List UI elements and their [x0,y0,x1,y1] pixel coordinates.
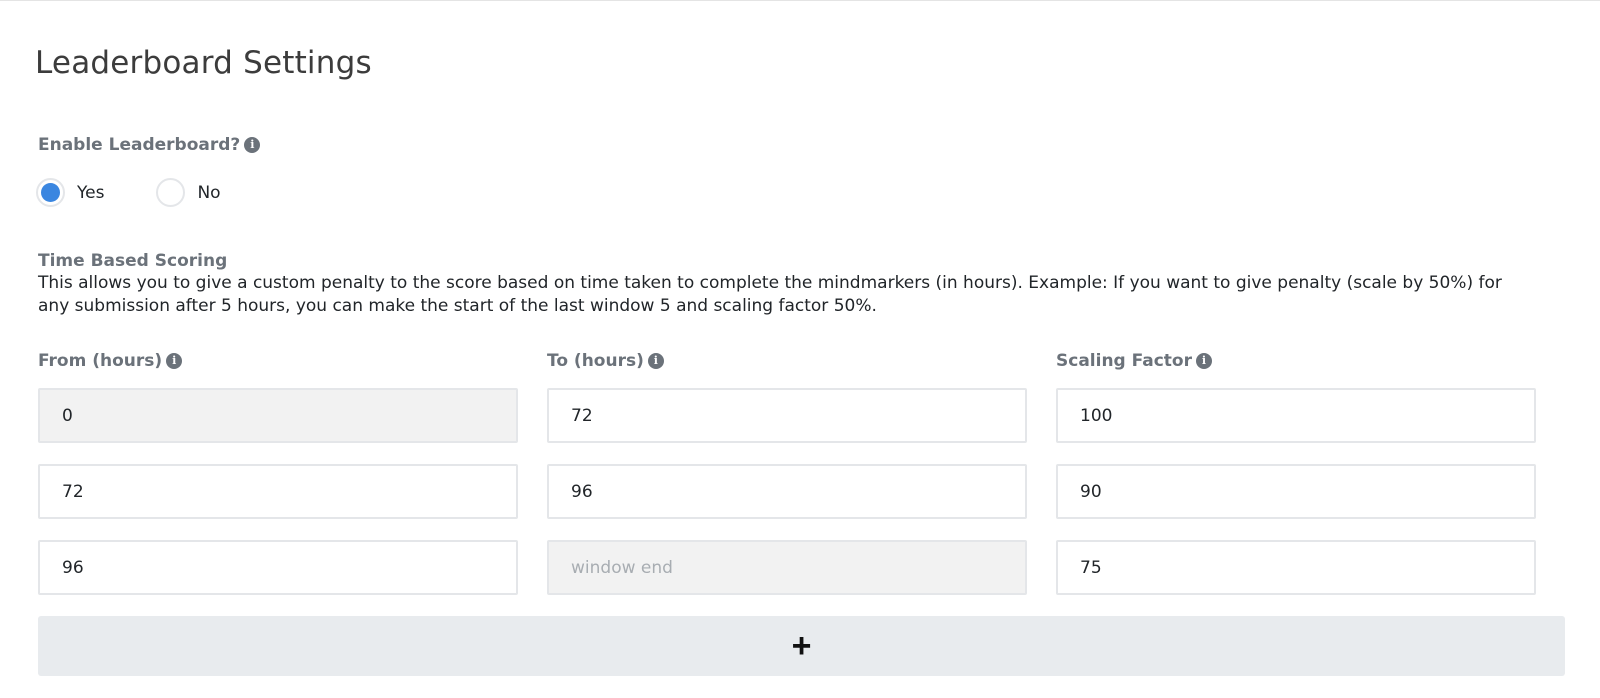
enable-leaderboard-radio-group [36,178,273,207]
radio-yes[interactable] [36,178,65,207]
radio-no[interactable] [156,178,185,207]
from-hours-input[interactable]: 96 [38,540,518,595]
time-based-scoring-heading: Time Based Scoring [38,251,228,271]
from-hours-input[interactable]: 72 [38,464,518,519]
time-based-scoring-description: This allows you to give a custom penalty to the score based on time taken to complete the mindmarkers (in hours). Example: If you want to give penalty (scale by 50%) for any submission after 5 hours, you can make the start of the last window 5 and scaling factor 50%. [38,273,1502,316]
radio-option-yes[interactable] [36,178,104,207]
from-hours-input: 0 [38,388,518,443]
to-hours-label [547,351,664,371]
info-icon[interactable]: i [166,353,182,369]
from-hours-label [38,351,182,371]
enable-leaderboard-label-text: Enable Leaderboard? [38,135,241,155]
to-hours-input[interactable]: 96 [547,464,1027,519]
info-icon[interactable]: i [244,137,260,153]
add-row-button[interactable] [38,616,1565,676]
scaling-factor-input[interactable]: 75 [1056,540,1536,595]
enable-leaderboard-label [38,135,260,155]
radio-option-no[interactable] [156,178,220,207]
from-hours-label-text: From (hours) [38,351,163,371]
radio-yes-label[interactable]: Yes [77,182,105,203]
info-icon[interactable]: i [648,353,664,369]
plus-icon: + [791,626,812,665]
to-hours-input-window-end: window end [547,540,1027,595]
scaling-factor-label-text: Scaling Factor [1056,351,1192,371]
page-title: Leaderboard Settings [35,45,372,81]
scaling-factor-input[interactable]: 90 [1056,464,1536,519]
scaling-factor-label [1056,351,1212,371]
to-hours-input[interactable]: 72 [547,388,1027,443]
to-hours-label-text: To (hours) [547,351,644,371]
info-icon[interactable]: i [1196,353,1212,369]
scaling-factor-input[interactable]: 100 [1056,388,1536,443]
radio-no-label[interactable]: No [197,182,221,203]
